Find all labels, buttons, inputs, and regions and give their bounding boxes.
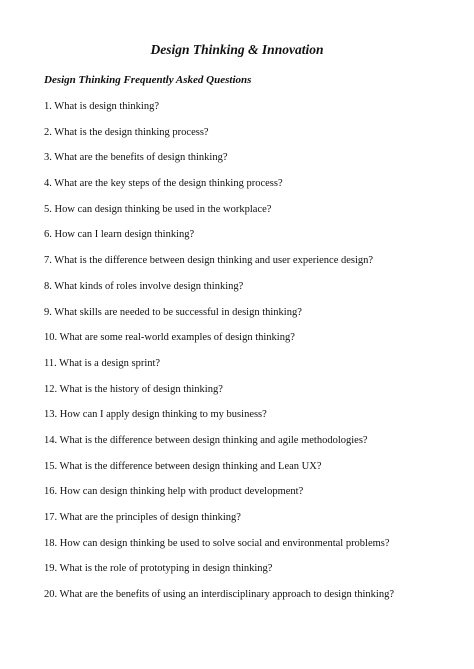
faq-question: 3. What are the benefits of design thinking? (44, 152, 228, 164)
faq-question: 13. How can I apply design thinking to my business? (44, 409, 267, 421)
faq-question: 20. What are the benefits of using an interdisciplinary approach to design thinking? (44, 589, 395, 601)
faq-question: 4. What are the key steps of the design thinking process? (44, 178, 283, 190)
faq-question: 8. What kinds of roles involve design thinking? (44, 280, 244, 292)
faq-question: 11. What is a design sprint? (44, 357, 161, 369)
faq-question: 19. What is the role of prototyping in design thinking? (44, 563, 273, 575)
faq-question: 2. What is the design thinking process? (44, 126, 209, 138)
faq-question: 17. What are the principles of design thinking? (44, 512, 241, 523)
faq-question: 6. How can I learn design thinking? (44, 229, 195, 241)
faq-question: 18. How can design thinking be used to solve social and environmental problems? (44, 537, 390, 549)
faq-question: 5. How can design thinking be used in the workplace? (44, 203, 272, 215)
faq-question: 10. What are some real-world examples of design thinking? (44, 332, 295, 344)
faq-question: 7. What is the difference between design thinking and user experience design? (44, 255, 374, 267)
faq-question: 14. What is the difference between design thinking and agile methodologies? (44, 434, 368, 446)
faq-question: 9. What skills are needed to be successful in design thinking? (44, 306, 302, 318)
faq-question: 12. What is the history of design thinking? (44, 383, 223, 395)
faq-question-list (44, 100, 464, 614)
faq-question: 15. What is the difference between design thinking and Lean UX? (44, 460, 322, 472)
document-title: Design Thinking & Innovation (150, 42, 324, 57)
faq-question: 1. What is design thinking? (44, 101, 160, 112)
faq-question: 16. How can design thinking help with product development? (44, 486, 304, 498)
section-heading: Design Thinking Frequently Asked Questions (44, 74, 252, 86)
